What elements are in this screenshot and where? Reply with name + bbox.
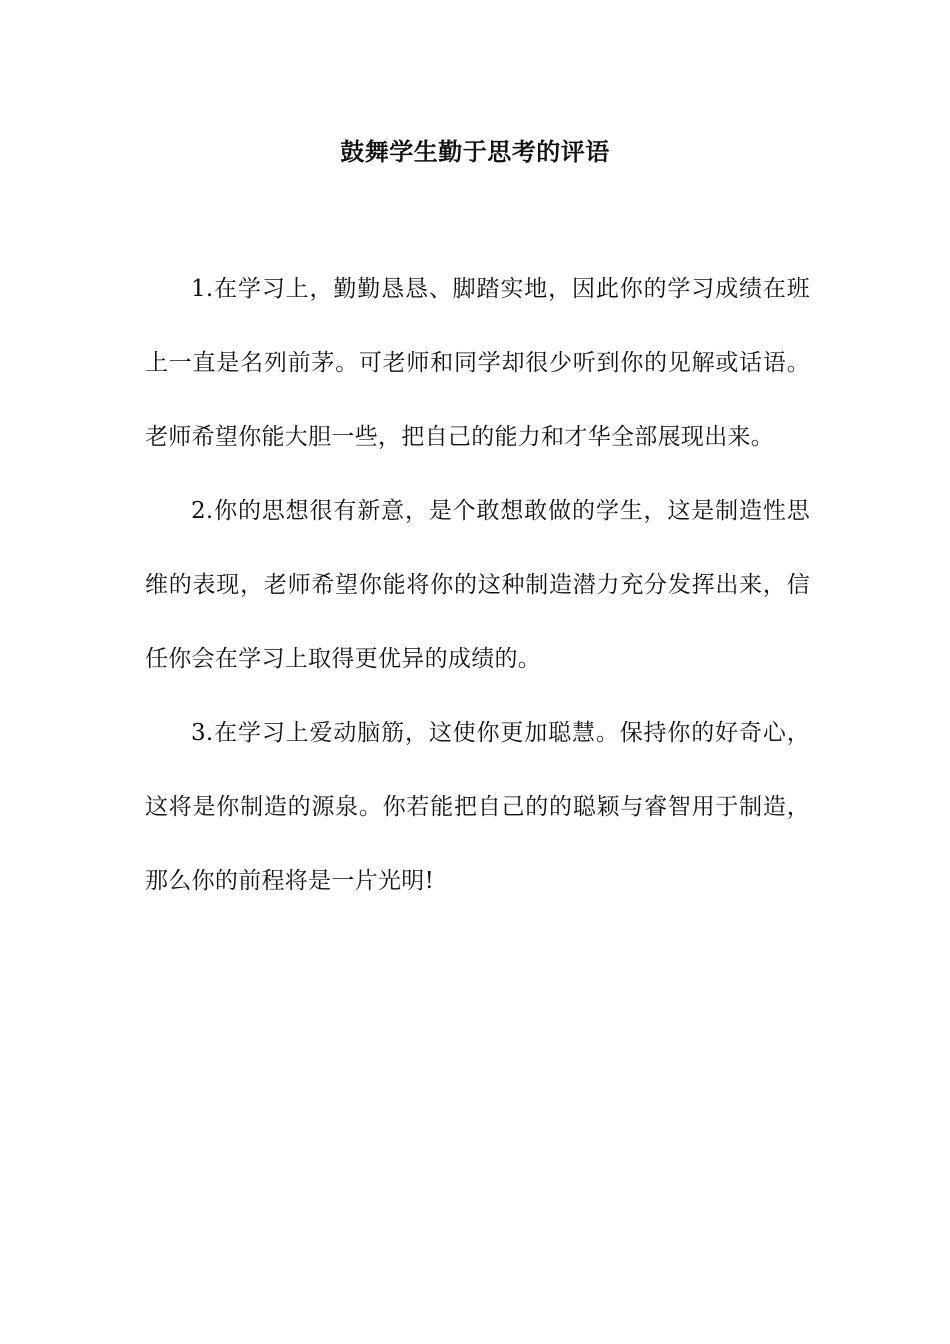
paragraph-2: 2.你的思想很有新意，是个敢想敢做的学生，这是制造性思维的表现，老师希望你能将你的这种制造潜力充分发挥出来，信任你会在学习上取得更优异的成绩的。 (145, 498, 810, 672)
paragraph-1: 1.在学习上，勤勤恳恳、脚踏实地，因此你的学习成绩在班上一直是名列前茅。可老师和同学却很少听到你的见解或话语。老师希望你能大胆一些，把自己的能力和才华全部展现出来。 (145, 276, 810, 450)
document-body (145, 252, 810, 918)
document-title: 鼓舞学生勤于思考的评语 (340, 138, 610, 166)
paragraph-3: 3.在学习上爱动脑筋，这使你更加聪慧。保持你的好奇心，这将是你制造的源泉。你若能把自己的的聪颖与睿智用于制造，那么你的前程将是一片光明! (145, 720, 810, 894)
